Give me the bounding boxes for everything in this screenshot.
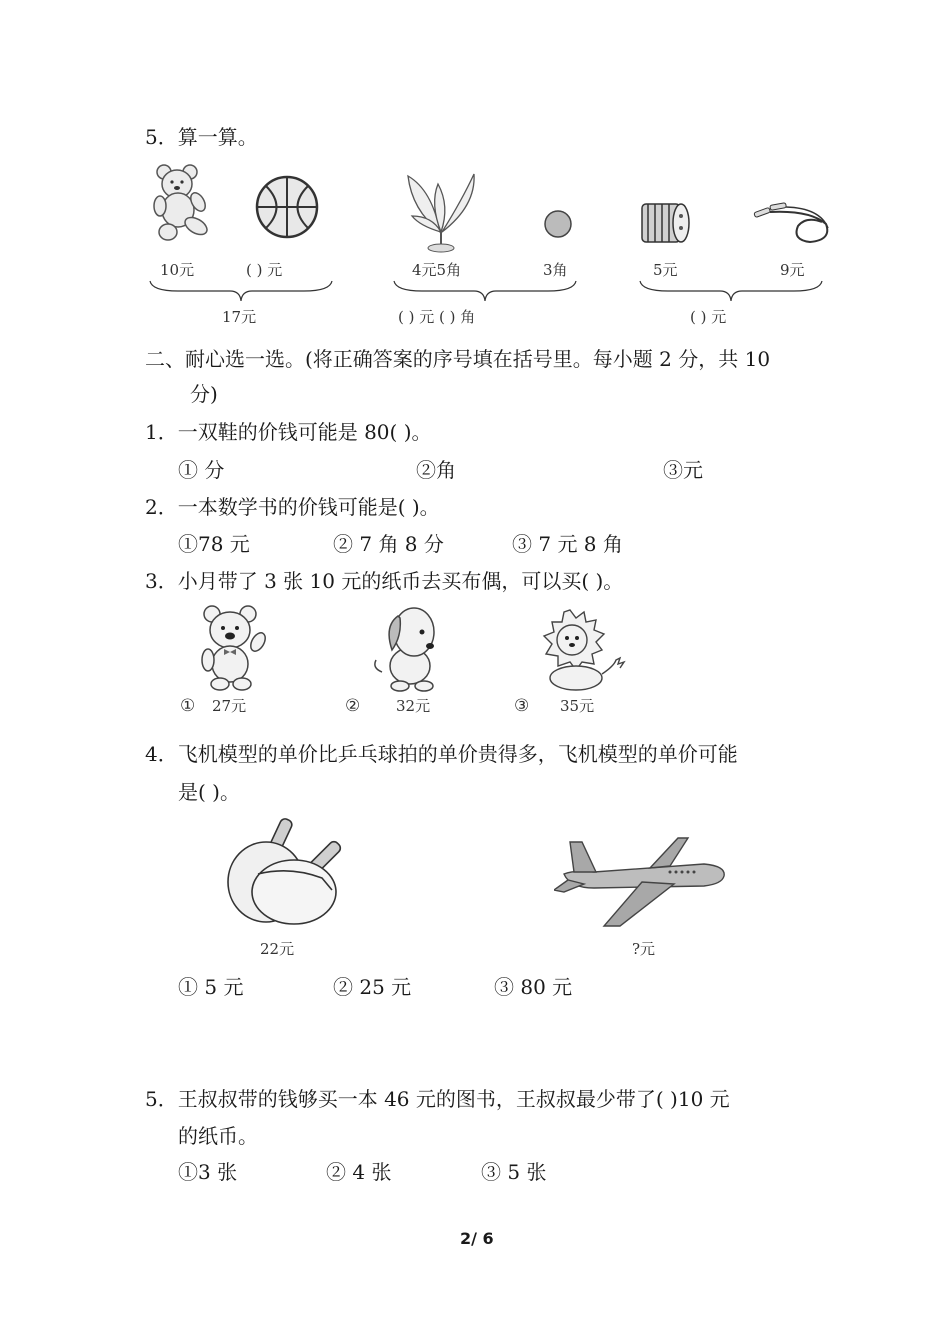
question-1: 1．一双鞋的价钱可能是 80( )。 <box>145 420 432 444</box>
question-4: 4．飞机模型的单价比乒乓球拍的单价贵得多，飞机模型的单价可能 <box>145 742 738 766</box>
dog-toy-icon <box>370 602 452 692</box>
answer-blank[interactable]: ( ) 元 <box>690 308 727 326</box>
question-3: 3．小月带了 3 张 10 元的纸币去买布偶，可以买( )。 <box>145 569 624 593</box>
airplane-icon <box>554 834 730 930</box>
price-label: ?元 <box>632 940 656 958</box>
page-number: 2/ 6 <box>460 1229 494 1248</box>
ball-icon <box>542 208 574 240</box>
option-1[interactable]: ① 分 <box>178 458 225 482</box>
option-2[interactable]: ② 7 角 8 分 <box>333 532 444 556</box>
option-2[interactable]: ② 4 张 <box>326 1160 392 1184</box>
section-heading-cont: 分) <box>190 382 218 406</box>
drum-icon <box>636 198 692 248</box>
option-3[interactable]: ③元 <box>663 458 703 482</box>
price-label: 35元 <box>560 697 595 715</box>
option-mark[interactable]: ② <box>345 696 361 716</box>
section-heading: 二、耐心选一选。(将正确答案的序号填在括号里。每小题 2 分，共 10 <box>145 347 771 371</box>
question-5: 5．王叔叔带的钱够买一本 46 元的图书，王叔叔最少带了( )10 元 <box>145 1087 730 1111</box>
lion-toy-icon <box>536 608 628 692</box>
price-label: 27元 <box>212 697 247 715</box>
option-1[interactable]: ①3 张 <box>178 1160 238 1184</box>
jump-rope-icon <box>750 200 834 246</box>
price-label: 5元 <box>653 261 678 279</box>
option-1[interactable]: ①78 元 <box>178 532 250 556</box>
price-label: 22元 <box>260 940 295 958</box>
option-3[interactable]: ③ 80 元 <box>494 975 573 999</box>
teddy-bear-icon <box>148 160 218 242</box>
question-title: 5．算一算。 <box>145 125 258 149</box>
brace <box>392 279 578 303</box>
question-5-cont: 的纸币。 <box>178 1124 258 1148</box>
brace <box>638 279 824 303</box>
brace <box>148 279 334 303</box>
question-4-cont: 是( )。 <box>178 780 240 804</box>
basketball-icon <box>254 174 320 240</box>
price-label: 32元 <box>396 697 431 715</box>
teddy-bear-icon <box>198 602 272 692</box>
price-label: 10元 <box>160 261 195 279</box>
question-2: 2．一本数学书的价钱可能是( )。 <box>145 495 440 519</box>
option-3[interactable]: ③ 5 张 <box>481 1160 547 1184</box>
price-label: 4元5角 <box>412 261 462 279</box>
shuttlecock-icon <box>402 170 480 254</box>
total-label: 17元 <box>222 308 257 326</box>
answer-blank[interactable]: ( ) 元 <box>246 261 283 279</box>
option-3[interactable]: ③ 7 元 8 角 <box>512 532 623 556</box>
option-2[interactable]: ②角 <box>416 458 456 482</box>
option-2[interactable]: ② 25 元 <box>333 975 412 999</box>
option-mark[interactable]: ③ <box>514 696 530 716</box>
answer-blank[interactable]: ( ) 元 ( ) 角 <box>398 308 476 326</box>
option-1[interactable]: ① 5 元 <box>178 975 244 999</box>
price-label: 9元 <box>780 261 805 279</box>
ping-pong-paddle-icon <box>222 816 360 928</box>
price-label: 3角 <box>543 261 568 279</box>
option-mark[interactable]: ① <box>180 696 196 716</box>
